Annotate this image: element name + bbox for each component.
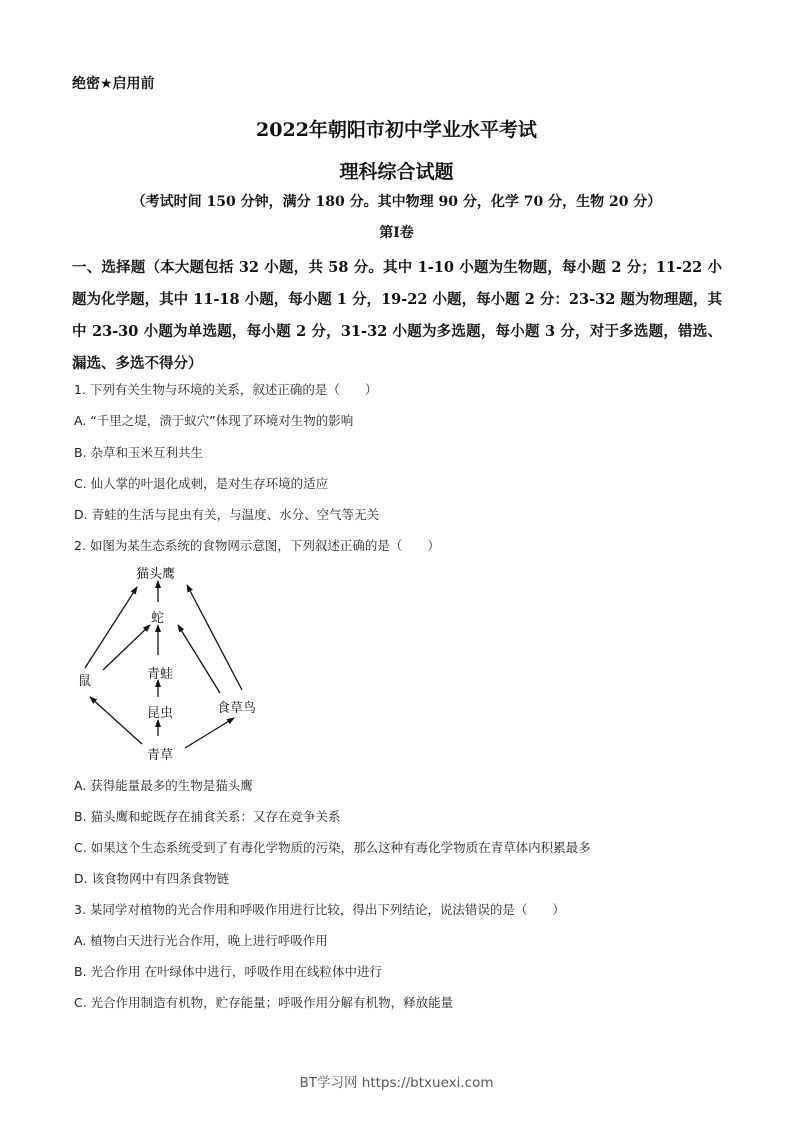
question-3-option-a: A. 植物白天进行光合作用，晚上进行呼吸作用 xyxy=(74,933,328,948)
node-herbivorous-bird: 食草鸟 xyxy=(217,701,257,716)
question-1-option-b: B. 杂草和玉米互利共生 xyxy=(74,445,204,460)
node-owl: 猫头鹰 xyxy=(136,567,176,582)
volume-label: 第Ⅰ卷 xyxy=(379,225,414,241)
question-3-option-b: B. 光合作用 在叶绿体中进行，呼吸作用在线粒体中进行 xyxy=(74,964,382,979)
node-frog: 青蛙 xyxy=(147,667,174,682)
question-3-stem: 3. 某同学对植物的光合作用和呼吸作用进行比较，得出下列结论，说法错误的是（ ） xyxy=(74,902,565,917)
question-2-option-d: D. 该食物网中有四条食物链 xyxy=(74,871,230,886)
node-mouse: 鼠 xyxy=(78,674,92,689)
question-3-option-c: C. 光合作用制造有机物，贮存能量；呼吸作用分解有机物，释放能量 xyxy=(74,995,454,1010)
question-1-option-a: A. “千里之堤，溃于蚁穴”体现了环境对生物的影响 xyxy=(74,413,354,428)
confidential-mark: 绝密★启用前 xyxy=(72,76,155,92)
question-2-option-b: B. 猫头鹰和蛇既存在捕食关系：又存在竞争关系 xyxy=(74,809,341,824)
watermark-footer: BT学习网 https://btxuexi.com xyxy=(299,1075,494,1091)
node-snake: 蛇 xyxy=(151,611,165,626)
section-instructions: 一、选择题（本大题包括 32 小题，共 58 分。其中 1-10 小题为生物题，每小题 2 分；11-22 小题为化学题，其中 11-18 小题，每小题 1 分，19-22 小题，每小题 2 分：23-32 题为物理题，其中 23-30 小题为单选题，每小题 2 分，31-32 小题为多选题，每小题 3 分，对于多选题，错选、漏选、多选不得分） xyxy=(72,259,722,372)
question-1-stem: 1. 下列有关生物与环境的关系，叙述正确的是（ ） xyxy=(74,382,378,397)
exam-subtitle: 理科综合试题 xyxy=(339,161,454,183)
node-insect: 昆虫 xyxy=(147,706,174,721)
question-2-option-c: C. 如果这个生态系统受到了有毒化学物质的污染，那么这种有毒化学物质在青草体内积累最多 xyxy=(74,840,591,855)
exam-info: （考试时间 150 分钟，满分 180 分。其中物理 90 分，化学 70 分，生物 20 分） xyxy=(131,194,662,210)
question-2-option-a: A. 获得能量最多的生物是猫头鹰 xyxy=(74,778,253,793)
question-1-option-c: C. 仙人掌的叶退化成刺，是对生存环境的适应 xyxy=(74,476,329,491)
exam-title: 2022年朝阳市初中学业水平考试 xyxy=(256,119,537,141)
question-2-stem: 2. 如图为某生态系统的食物网示意图，下列叙述正确的是（ ） xyxy=(74,538,440,553)
question-1-option-d: D. 青蛙的生活与昆虫有关，与温度、水分、空气等无关 xyxy=(74,507,380,522)
node-grass: 青草 xyxy=(147,748,174,763)
